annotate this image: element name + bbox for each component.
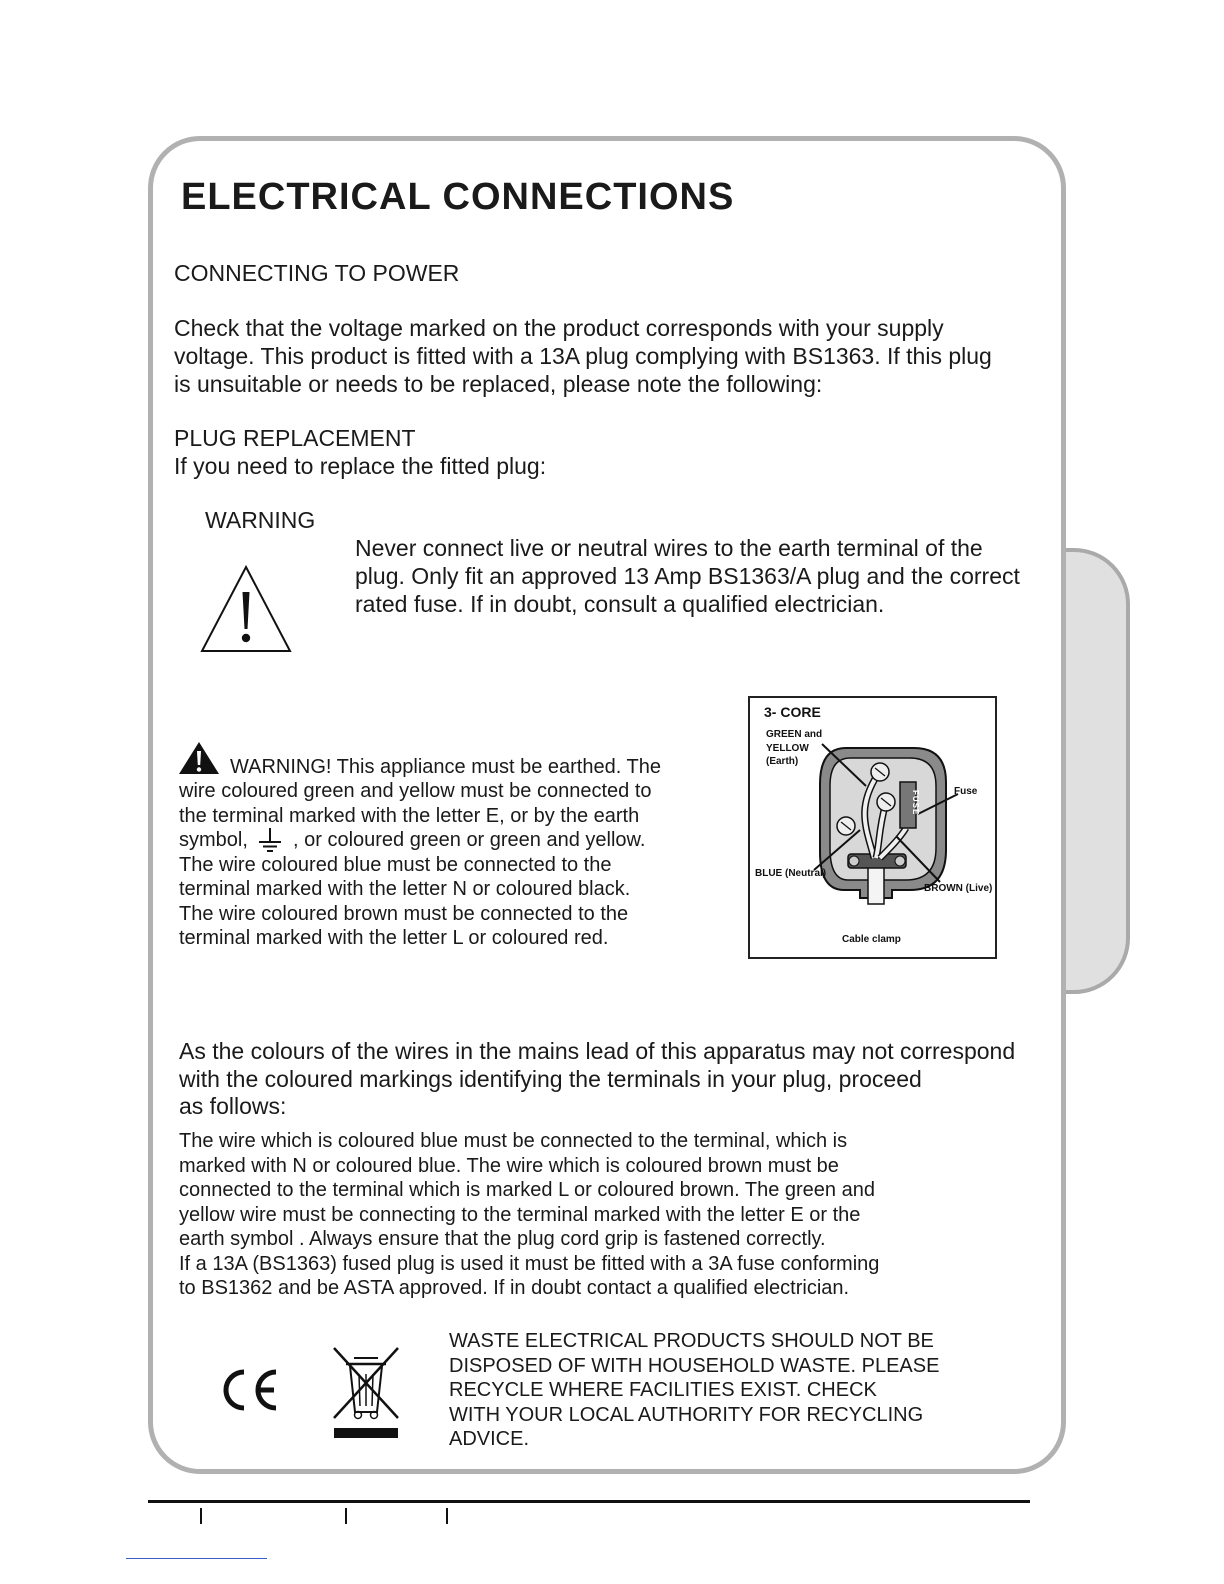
instructions-line-4: yellow wire must be connecting to the terminal marked with the letter E or the bbox=[179, 1204, 861, 1226]
earth-label-line-2: YELLOW bbox=[766, 742, 809, 754]
colours-line-3: as follows: bbox=[179, 1093, 287, 1119]
colours-line-2: with the coloured markings identifying the terminals in your plug, proceed bbox=[179, 1066, 922, 1092]
connecting-line-1: Check that the voltage marked on the product corresponds with your supply bbox=[174, 315, 944, 341]
earth-wire-label bbox=[766, 728, 822, 769]
crossed-bin-icon bbox=[330, 1344, 402, 1440]
fuse-label: Fuse bbox=[954, 786, 978, 797]
colours-line-1: As the colours of the wires in the mains lead of this apparatus may not correspond bbox=[179, 1038, 1016, 1064]
cable-clamp-label: Cable clamp bbox=[842, 934, 901, 945]
connecting-heading: CONNECTING TO POWER bbox=[174, 260, 460, 286]
earth-warning-line-5: The wire coloured blue must be connected to the bbox=[179, 854, 612, 876]
earth-label-line-3: (Earth) bbox=[766, 756, 799, 767]
page-title: ELECTRICAL CONNECTIONS bbox=[181, 176, 735, 218]
footer-tick bbox=[446, 1508, 448, 1524]
footer-link-underline bbox=[126, 1558, 267, 1559]
instructions-line-6: If a 13A (BS1363) fused plug is used it must be fitted with a 3A fuse conforming bbox=[179, 1253, 880, 1275]
plug-replacement-heading: PLUG REPLACEMENT bbox=[174, 425, 416, 451]
weee-line-1: WASTE ELECTRICAL PRODUCTS SHOULD NOT BE bbox=[449, 1330, 934, 1352]
diagram-title: 3- CORE bbox=[764, 704, 821, 720]
connecting-line-2: voltage. This product is fitted with a 13A plug complying with BS1363. If this plug bbox=[174, 343, 992, 369]
instructions-line-7: to BS1362 and be ASTA approved. If in doubt contact a qualified electrician. bbox=[179, 1277, 850, 1299]
earth-warning-line-3: the terminal marked with the letter E, or by the earth bbox=[179, 805, 640, 827]
footer-tick bbox=[345, 1508, 347, 1524]
warning-line-2: plug. Only fit an approved 13 Amp BS1363/A plug and the correct bbox=[355, 563, 1020, 589]
neutral-wire-label: BLUE (Neutral) bbox=[755, 868, 827, 879]
instructions-line-5: earth symbol . Always ensure that the plug cord grip is fastened correctly. bbox=[179, 1228, 826, 1250]
ce-mark-icon bbox=[216, 1366, 280, 1414]
weee-line-5: ADVICE. bbox=[449, 1428, 530, 1450]
plug-diagram bbox=[748, 696, 997, 959]
warning-label: WARNING bbox=[205, 507, 316, 533]
weee-line-2: DISPOSED OF WITH HOUSEHOLD WASTE. PLEASE bbox=[449, 1355, 940, 1377]
earth-warning-line-6: terminal marked with the letter N or coloured black. bbox=[179, 878, 631, 900]
instructions-line-1: The wire which is coloured blue must be connected to the terminal, which is bbox=[179, 1130, 848, 1152]
warning-triangle-icon bbox=[198, 562, 294, 654]
fuse-marking: FUSE bbox=[911, 790, 920, 816]
plug-replacement-subheading: If you need to replace the fitted plug: bbox=[174, 453, 547, 479]
warning-small-icon bbox=[178, 741, 220, 775]
warning-line-3: rated fuse. If in doubt, consult a qualified electrician. bbox=[355, 591, 885, 617]
instructions-line-3: connected to the terminal which is marked L or coloured brown. The green and bbox=[179, 1179, 875, 1201]
earth-warning-line-4-suffix: , or coloured green or green and yellow. bbox=[293, 829, 646, 851]
earth-warning-line-7: The wire coloured brown must be connected to the bbox=[179, 903, 629, 925]
earth-symbol-icon bbox=[255, 826, 285, 854]
weee-line-4: WITH YOUR LOCAL AUTHORITY FOR RECYCLING bbox=[449, 1404, 924, 1426]
footer-tick bbox=[200, 1508, 202, 1524]
instructions-line-2: marked with N or coloured blue. The wire which is coloured brown must be bbox=[179, 1155, 839, 1177]
earth-warning-line-2: wire coloured green and yellow must be connected to bbox=[179, 780, 652, 802]
footer-rule bbox=[148, 1500, 1030, 1503]
earth-warning-line-8: terminal marked with the letter L or coloured red. bbox=[179, 927, 609, 949]
connecting-line-3: is unsuitable or needs to be replaced, please note the following: bbox=[174, 371, 823, 397]
earth-label-line-1: GREEN and bbox=[766, 729, 823, 740]
earth-warning-line-1: WARNING! This appliance must be earthed. The bbox=[230, 756, 661, 778]
weee-line-3: RECYCLE WHERE FACILITIES EXIST. CHECK bbox=[449, 1379, 877, 1401]
live-wire-label: BROWN (Live) bbox=[924, 883, 993, 894]
earth-warning-line-4-prefix: symbol, bbox=[179, 829, 248, 851]
warning-line-1: Never connect live or neutral wires to the earth terminal of the bbox=[355, 535, 983, 561]
